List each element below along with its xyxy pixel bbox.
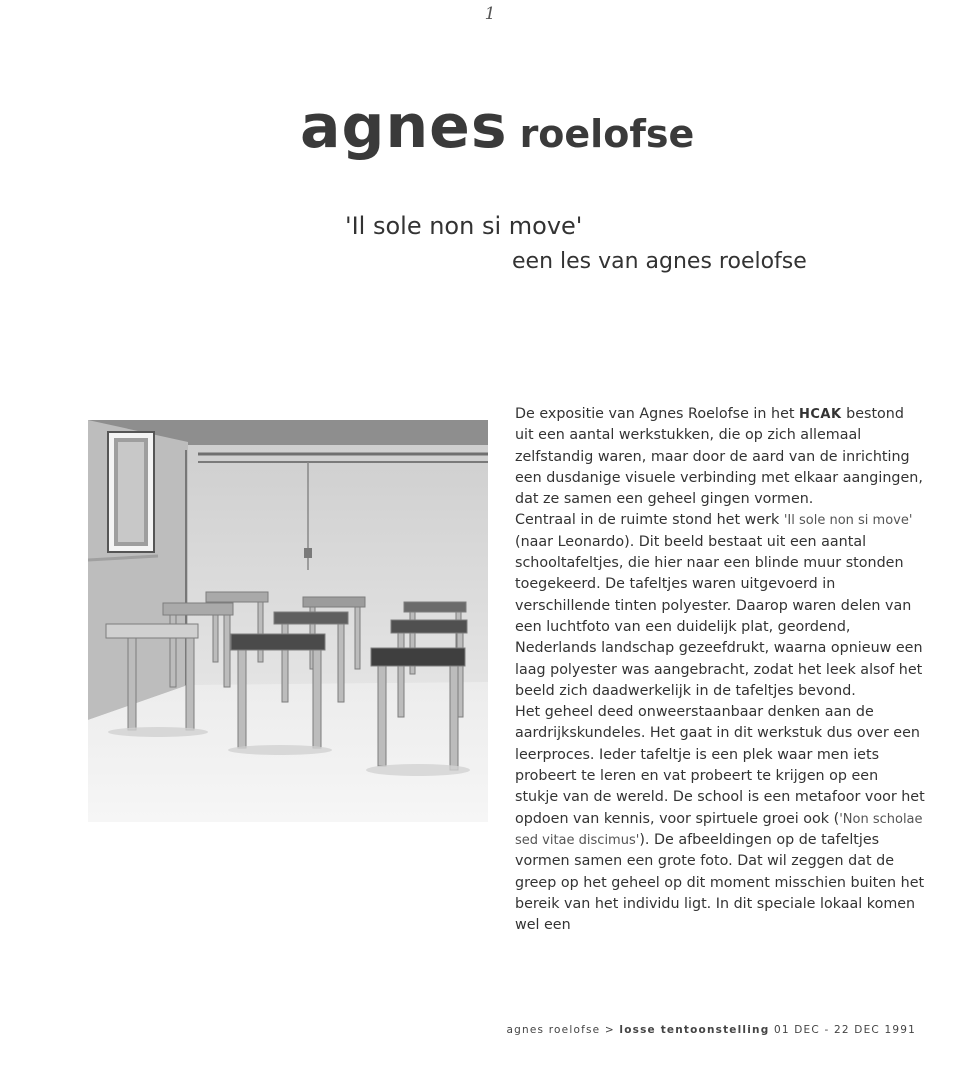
article-body <box>515 404 925 936</box>
article-paragraph-text: De expositie van Agnes Roelofse in het <box>515 406 800 422</box>
article-paragraph-text: Het geheel deed onweerstaanbaar denken aan de aardrijkskundeles. Het gaat in dit werkstuk dus over een leerproces. Ieder tafeltje is een plek waar men iets probeert te leren en vat probeert te krijgen op een stukje van de wereld. De school is een metafoor voor het opdoen van kennis, voor spirtuele groei ook ( <box>515 704 925 827</box>
work-title-inline: 'Il sole non si move' <box>783 513 913 529</box>
footer-separator: > <box>604 1024 615 1036</box>
subtitle-work-title: 'Il sole non si move' <box>345 212 583 240</box>
page-number: 1 <box>484 4 496 24</box>
footer-dates: 01 DEC - 22 DEC 1991 <box>773 1024 916 1036</box>
footer-artist: agnes roelofse <box>506 1024 601 1036</box>
page-title <box>300 92 694 162</box>
latin-quote: 'Non scholae sed vitae discimus' <box>515 811 923 848</box>
article-paragraph <box>515 510 925 702</box>
article-paragraph <box>515 404 925 510</box>
article-paragraph-text: (naar Leonardo). Dit beeld bestaat uit een aantal schooltafeltjes, die hier naar een blinde muur stonden toegekeerd. De tafeltjes waren uitgevoerd in verschillende tinten polyester. Daarop waren delen van een luchtfoto van een duidelijk plat, geordend, Nederlands landschap gezeefdrukt, waarna opnieuw een laag polyester was aangebracht, zodat het leek alsof het beeld zich daadwerkelijk in de tafeltjes bevond. <box>515 533 923 699</box>
article-paragraph-text: Centraal in de ruimte stond het werk <box>515 512 784 529</box>
organisation-name: HCAK <box>799 407 842 422</box>
page-footer <box>507 1024 916 1036</box>
exhibition-photo <box>88 420 488 822</box>
subtitle-lesson: een les van agnes roelofse <box>512 249 807 274</box>
article-paragraph <box>515 702 925 936</box>
title-last-name: roelofse <box>519 112 695 156</box>
article-paragraph-text: ). De afbeeldingen op de tafeltjes vormen samen een grote foto. Dat wil zeggen dat de greep op het geheel op dit moment misschien buiten het bereik van het individu ligt. In dit speciale lokaal komen wel een <box>515 831 925 934</box>
article-paragraph-text: bestond uit een aantal werkstukken, die op zich allemaal zelfstandig waren, maar door de aard van de inrichting een dusdanige visuele verbinding met elkaar aangingen, dat ze samen een geheel gingen vormen. <box>515 406 923 508</box>
exhibition-photo-illustration <box>88 420 488 822</box>
title-first-name: agnes <box>300 92 508 162</box>
footer-exhibition: losse tentoonstelling <box>619 1024 770 1036</box>
